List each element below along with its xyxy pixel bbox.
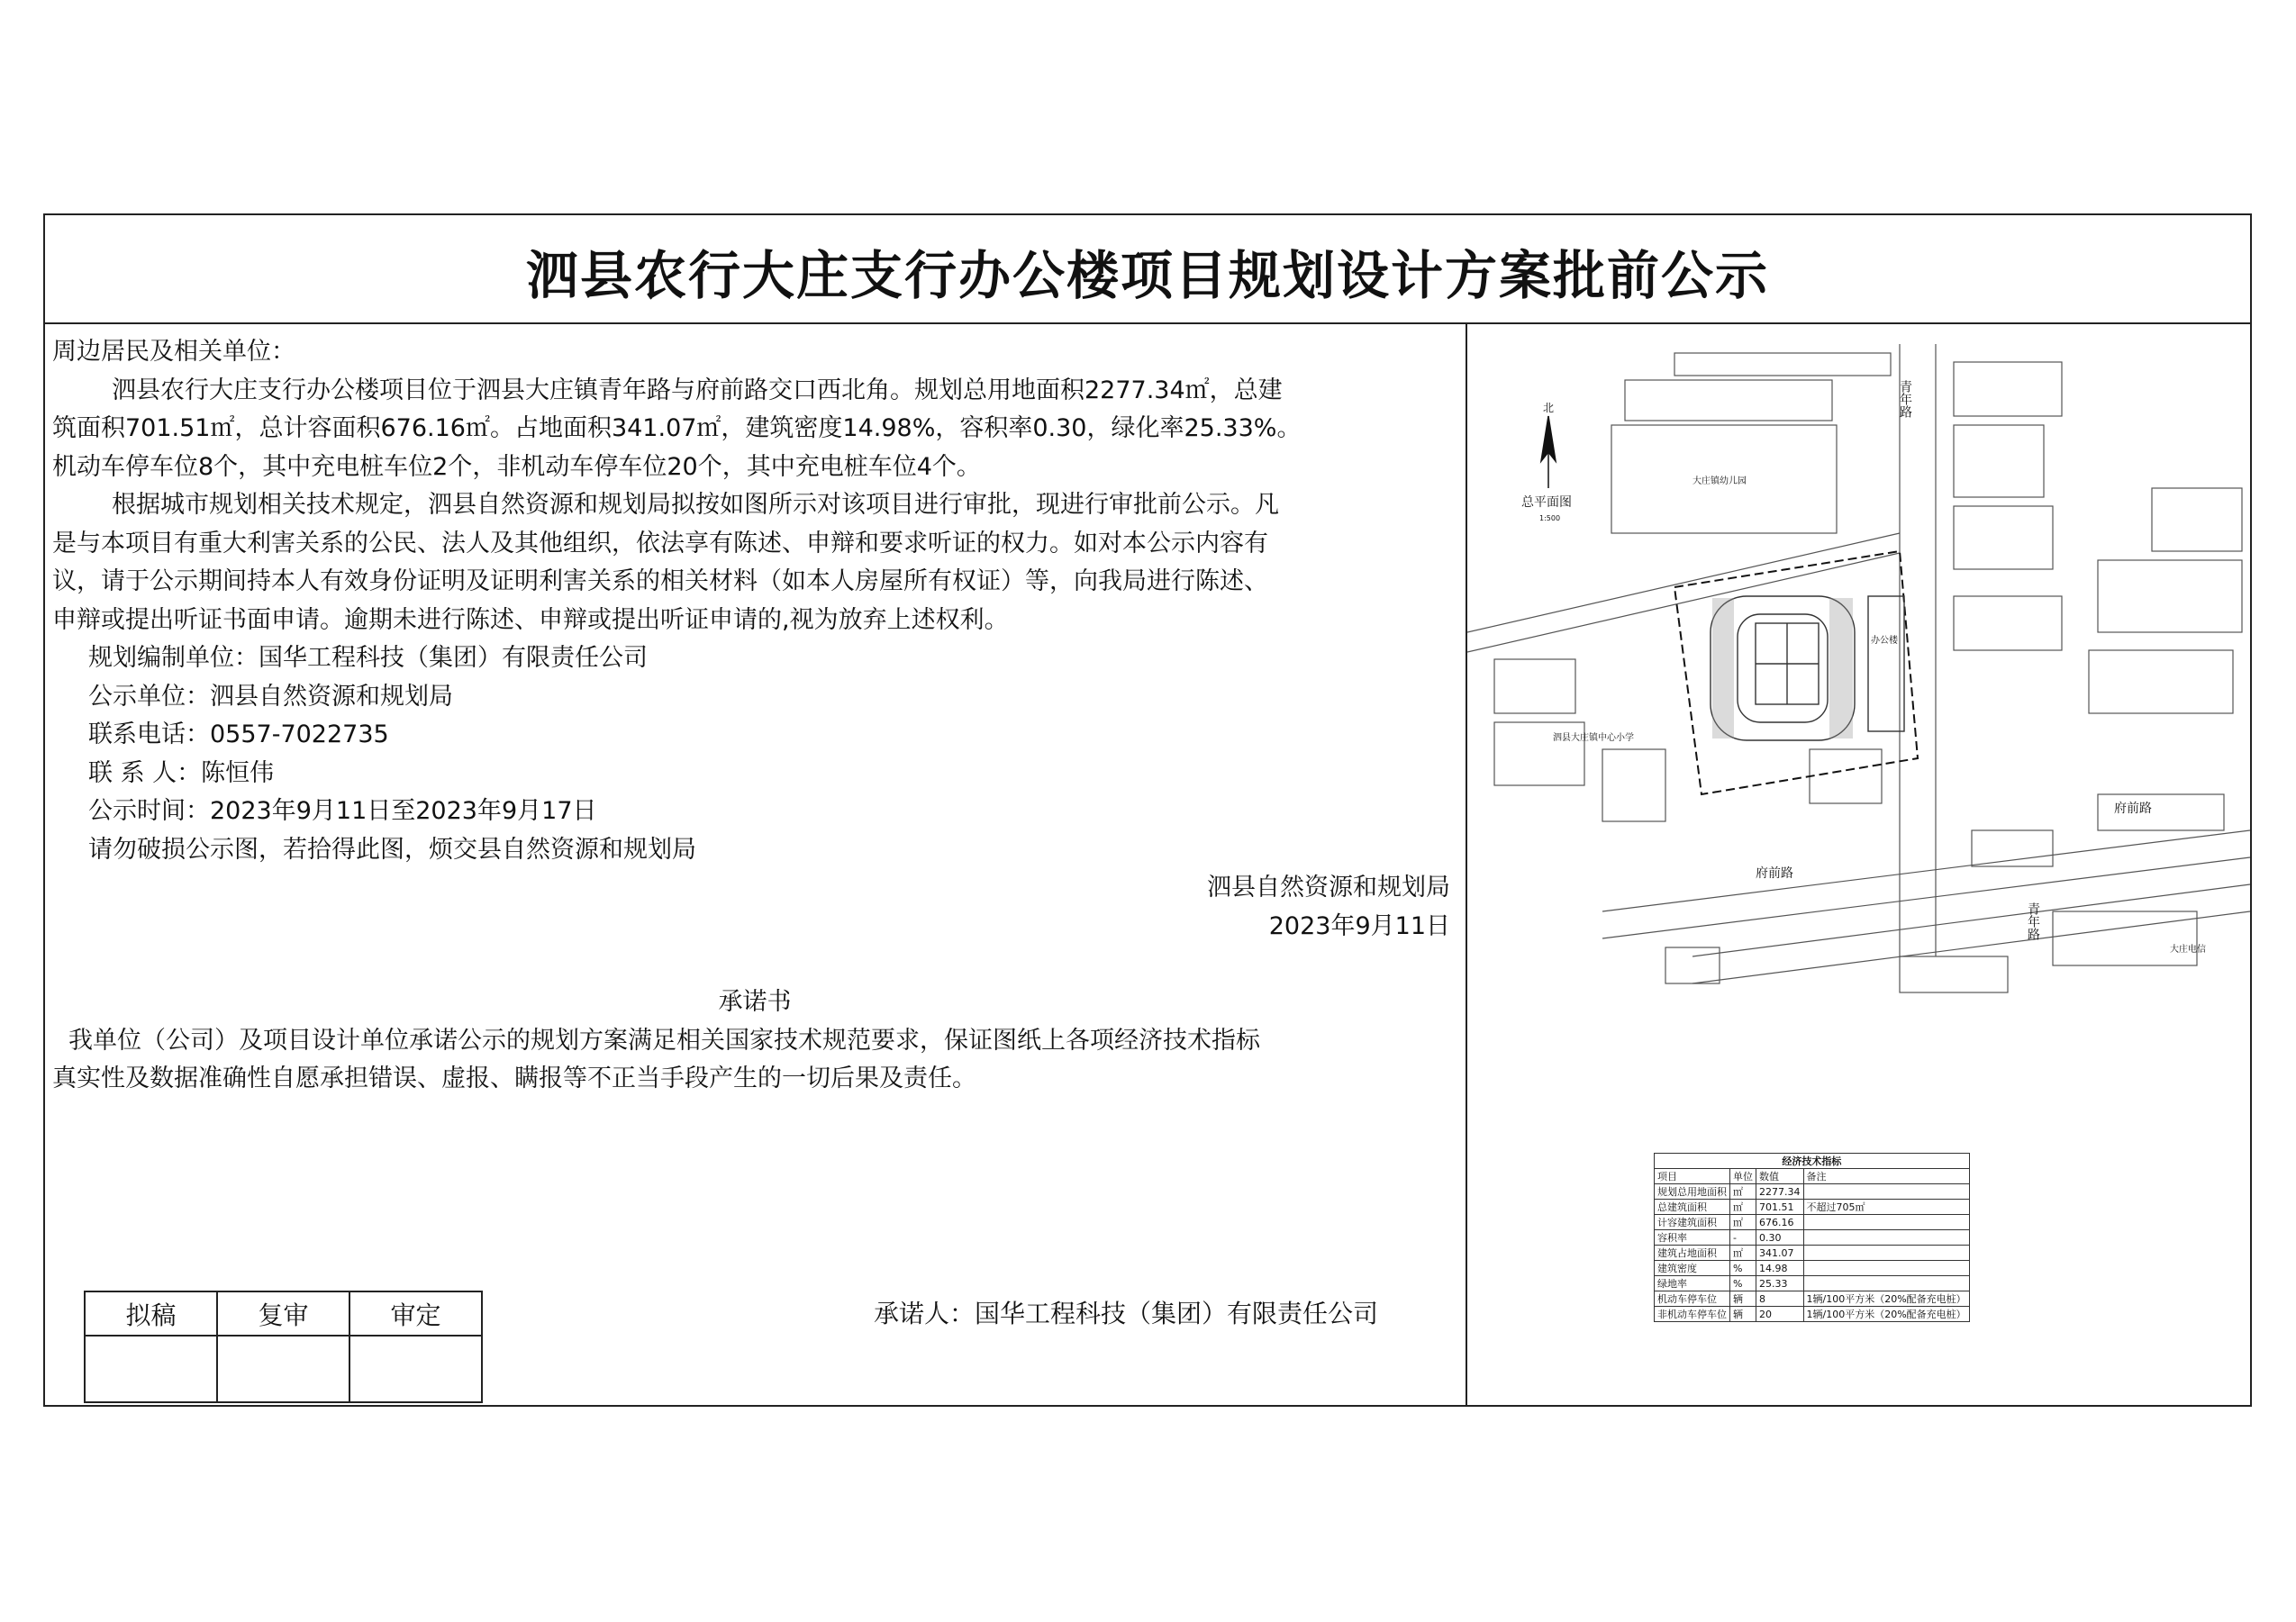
economic-table	[1654, 1153, 1970, 1322]
para2-line: 申辩或提出听证书面申请。逾期未进行陈述、申辩或提出听证申请的,视为放弃上述权利。	[52, 605, 1009, 634]
econ-cell: ㎡	[1730, 1215, 1756, 1230]
econ-cell: 辆	[1730, 1291, 1756, 1307]
road-label-qingnian: 青年路	[1898, 380, 1912, 418]
sign-cell	[349, 1336, 482, 1402]
econ-cell: ㎡	[1730, 1246, 1756, 1261]
notice-text	[52, 333, 1457, 1099]
title-row	[43, 213, 2252, 324]
plan-title: 总平面图	[1521, 495, 1572, 510]
econ-cell: 8	[1756, 1291, 1804, 1307]
econ-cell: %	[1730, 1276, 1756, 1291]
info-phone: 联系电话：0557-7022735	[88, 720, 389, 748]
econ-cell: 20	[1756, 1307, 1804, 1322]
econ-cell: 非机动车停车位	[1655, 1307, 1730, 1322]
info-contact: 联 系 人：陈恒伟	[88, 758, 275, 787]
econ-cell	[1803, 1184, 1969, 1200]
econ-cell: 0.30	[1756, 1230, 1804, 1246]
econ-cell: 1辆/100平方米（20%配备充电桩）	[1803, 1307, 1969, 1322]
commitment-line: 我单位（公司）及项目设计单位承诺公示的规划方案满足相关国家技术规范要求，保证图纸上各项经济技术指标	[68, 1026, 1260, 1055]
road-label-fuqian: 府前路	[2114, 802, 2152, 816]
para2-line: 议，请于公示期间持本人有效身份证明及证明利害关系的相关材料（如本人房屋所有权证）等，向我局进行陈述、	[52, 567, 1268, 595]
econ-cell: 绿地率	[1655, 1276, 1730, 1291]
econ-col-header: 单位	[1730, 1169, 1756, 1184]
econ-cell	[1803, 1215, 1969, 1230]
econ-col-header: 项目	[1655, 1169, 1730, 1184]
econ-cell: 计容建筑面积	[1655, 1215, 1730, 1230]
econ-cell	[1803, 1276, 1969, 1291]
econ-cell: 25.33	[1756, 1276, 1804, 1291]
page-title: 泗县农行大庄支行办公楼项目规划设计方案批前公示	[525, 245, 1769, 306]
econ-cell: 341.07	[1756, 1246, 1804, 1261]
econ-cell	[1803, 1246, 1969, 1261]
econ-cell: %	[1730, 1261, 1756, 1276]
road-label-fuqian-2: 府前路	[1756, 866, 1793, 881]
econ-cell: -	[1730, 1230, 1756, 1246]
economic-caption: 经济技术指标	[1655, 1154, 1970, 1169]
econ-cell: ㎡	[1730, 1200, 1756, 1215]
econ-cell	[1803, 1261, 1969, 1276]
north-label: 北	[1543, 402, 1555, 414]
info-period: 公示时间：2023年9月11日至2023年9月17日	[88, 797, 597, 825]
para1-line: 泗县农行大庄支行办公楼项目位于泗县大庄镇青年路与府前路交口西北角。规划总用地面积2277.34㎡，总建	[112, 376, 1283, 404]
para2-line: 根据城市规划相关技术规定，泗县自然资源和规划局拟按如图所示对该项目进行审批，现进行审批前公示。凡	[112, 491, 1279, 519]
econ-cell: 1辆/100平方米（20%配备充电桩）	[1803, 1291, 1969, 1307]
plan-scale: 1:500	[1539, 514, 1561, 522]
econ-cell: 总建筑面积	[1655, 1200, 1730, 1215]
commitment-heading: 承诺书	[718, 988, 792, 1016]
para1-line: 机动车停车位8个，其中充电桩车位2个，非机动车停车位20个，其中充电桩车位4个。	[52, 452, 981, 481]
econ-cell: ㎡	[1730, 1184, 1756, 1200]
econ-cell	[1803, 1230, 1969, 1246]
econ-cell: 容积率	[1655, 1230, 1730, 1246]
promiser: 承诺人：国华工程科技（集团）有限责任公司	[874, 1299, 1379, 1328]
econ-cell: 676.16	[1756, 1215, 1804, 1230]
para2-line: 是与本项目有重大利害关系的公民、法人及其他组织，依法享有陈述、申辩和要求听证的权力。如对本公示内容有	[52, 529, 1268, 557]
econ-cell: 机动车停车位	[1655, 1291, 1730, 1307]
salutation: 周边居民及相关单位：	[52, 338, 295, 366]
para1-line: 筑面积701.51㎡，总计容面积676.16㎡。占地面积341.07㎡，建筑密度14.98%，容积率0.30，绿化率25.33%。	[52, 414, 1302, 442]
sign-cell	[217, 1336, 349, 1402]
sign-header-review: 复审	[217, 1291, 349, 1336]
school-label: 泗县大庄镇中心小学	[1553, 733, 1634, 743]
sign-table	[84, 1291, 483, 1403]
info-planner: 规划编制单位：国华工程科技（集团）有限责任公司	[88, 644, 648, 672]
econ-cell: 701.51	[1756, 1200, 1804, 1215]
econ-cell: 建筑占地面积	[1655, 1246, 1730, 1261]
info-publisher: 公示单位：泗县自然资源和规划局	[88, 682, 453, 711]
econ-cell: 14.98	[1756, 1261, 1804, 1276]
econ-col-header: 备注	[1803, 1169, 1969, 1184]
econ-cell: 2277.34	[1756, 1184, 1804, 1200]
econ-cell: 建筑密度	[1655, 1261, 1730, 1276]
sign-header-draft: 拟稿	[85, 1291, 217, 1336]
econ-cell: 辆	[1730, 1307, 1756, 1322]
issue-date: 2023年9月11日	[1268, 911, 1450, 940]
kindergarten-label: 大庄镇幼儿园	[1693, 476, 1747, 486]
econ-cell: 不超过705㎡	[1803, 1200, 1969, 1215]
issuer: 泗县自然资源和规划局	[1207, 874, 1450, 902]
sign-cell	[85, 1336, 217, 1402]
sign-header-approve: 审定	[349, 1291, 482, 1336]
office-label: 办公楼	[1871, 636, 1898, 646]
road-label-qingnian-2: 青年路	[2026, 902, 2040, 940]
econ-cell: 规划总用地面积	[1655, 1184, 1730, 1200]
telecom-label: 大庄电信	[2170, 945, 2206, 955]
commitment-line: 真实性及数据准确性自愿承担错误、虚报、瞒报等不正当手段产生的一切后果及责任。	[52, 1065, 976, 1092]
econ-col-header: 数值	[1756, 1169, 1804, 1184]
info-warning: 请勿破损公示图，若拾得此图，烦交县自然资源和规划局	[88, 835, 696, 864]
